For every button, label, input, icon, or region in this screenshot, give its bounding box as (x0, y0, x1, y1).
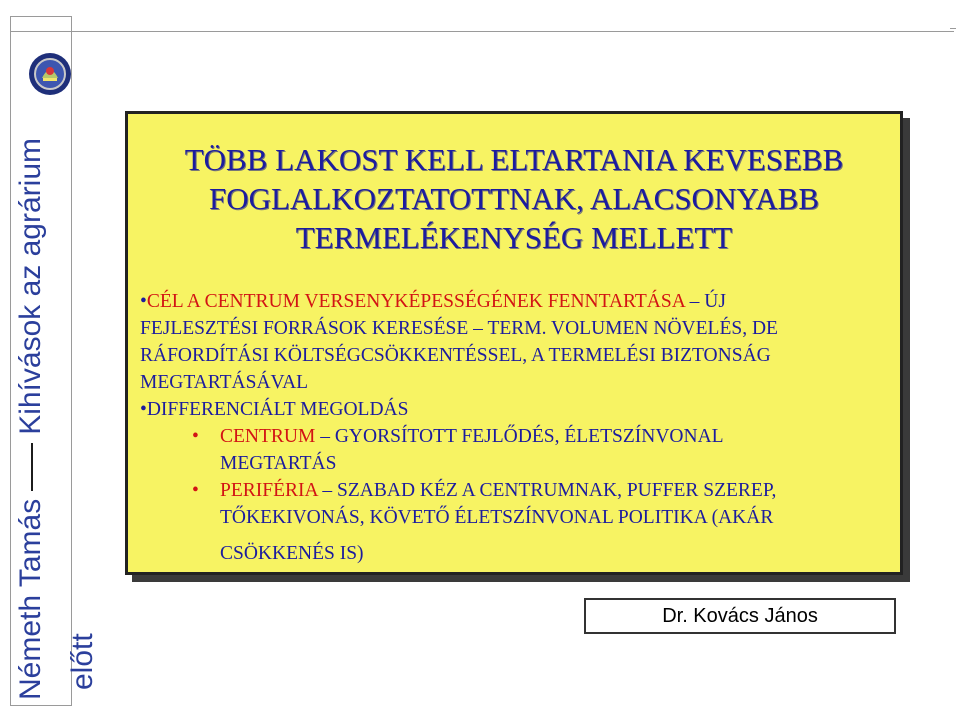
sub-bullet-1-line-1 (140, 423, 890, 450)
author-box: Dr. Kovács János (584, 598, 896, 634)
top-rule (10, 31, 954, 32)
bullet-glyph: • (140, 399, 147, 420)
sub-bullet-2-highlight: PERIFÉRIA (220, 480, 318, 501)
content-panel (125, 111, 903, 575)
sub-bullet-glyph: • (192, 480, 199, 501)
banner-text (14, 138, 48, 700)
sub-bullet-2-line-3: CSÖKKENÉS IS) (220, 543, 364, 564)
banner-topic-continued: előtt (66, 633, 99, 690)
sub-bullet-1-highlight: CENTRUM (220, 426, 316, 447)
top-corner-tick (950, 28, 956, 35)
bullet-2-text: DIFFERENCIÁLT MEGOLDÁS (146, 399, 409, 420)
slide-body (140, 288, 890, 567)
sub-bullet-glyph: • (192, 426, 199, 447)
sub-bullet-1-text: – GYORSÍTOTT FEJLŐDÉS, ÉLETSZÍNVONAL (315, 426, 724, 447)
title-line-2: FOGLALKOZTATOTTNAK, ALACSONYABB (208, 181, 820, 216)
banner-author: Németh Tamás (14, 498, 47, 700)
bullet-1-line-4: MEGTARTÁSÁVAL (140, 372, 309, 393)
university-seal-icon (28, 52, 72, 96)
bullet-2 (140, 396, 890, 423)
bullet-glyph: • (140, 291, 147, 312)
banner-topic: Kihívások az agrárium (14, 138, 47, 435)
sub-bullet-2-line-1 (140, 477, 890, 504)
banner-dash (31, 443, 33, 491)
bullet-1-line-2: FEJLESZTÉSI FORRÁSOK KERESÉSE – TERM. VOLUMEN NÖVELÉS, DE (140, 318, 778, 339)
sub-bullet-1-line-2: MEGTARTÁS (220, 453, 337, 474)
vertical-banner (0, 0, 99, 720)
sub-bullet-2-text: – SZABAD KÉZ A CENTRUMNAK, PUFFER SZEREP, (317, 480, 777, 501)
title-line-1: TÖBB LAKOST KELL ELTARTANIA KEVESEBB (184, 142, 844, 177)
slide-title (128, 140, 900, 257)
bullet-1-highlight: CÉL A CENTRUM VERSENYKÉPESSÉGÉNEK FENNTARTÁSA (146, 291, 685, 312)
bullet-1-text: – ÚJ (684, 291, 726, 312)
sub-bullet-2-line-2: TŐKEKIVONÁS, KÖVETŐ ÉLETSZÍNVONAL POLITIKA (AKÁR (220, 507, 774, 528)
bullet-1-line-1 (140, 288, 890, 315)
bullet-1-line-3: RÁFORDÍTÁSI KÖLTSÉGCSÖKKENTÉSSEL, A TERMELÉSI BIZTONSÁG (140, 345, 771, 366)
title-line-3: TERMELÉKENYSÉG MELLETT (295, 220, 733, 255)
